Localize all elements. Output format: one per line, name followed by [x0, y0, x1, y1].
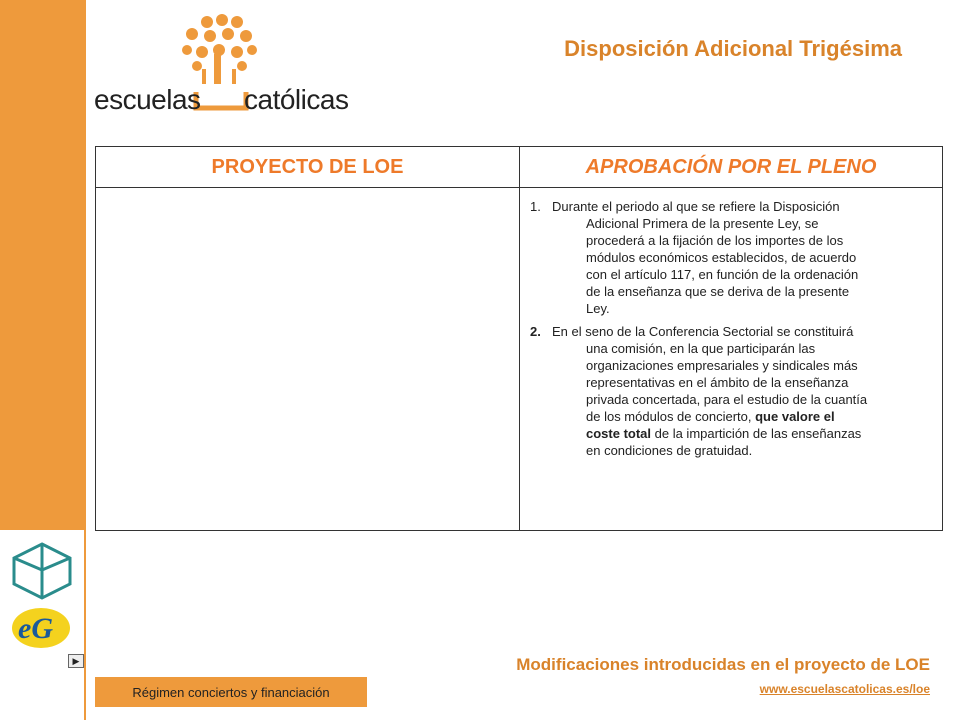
tree-base-icon	[192, 92, 252, 114]
escuelas-catolicas-logo	[92, 14, 352, 114]
column-header-aprobacion: APROBACIÓN POR EL PLENO	[520, 147, 943, 188]
play-button[interactable]	[68, 654, 84, 668]
website-link[interactable]: www.escuelascatolicas.es/loe	[759, 682, 930, 696]
svg-text:eG: eG	[18, 612, 53, 645]
side-rule	[84, 0, 86, 720]
side-accent-bar	[0, 0, 84, 530]
section-label: Régimen conciertos y financiación	[95, 677, 367, 707]
play-icon: ▶	[72, 655, 80, 666]
cell-proyecto	[96, 188, 520, 531]
column-header-proyecto: PROYECTO DE LOE	[96, 147, 520, 188]
cube-logo	[8, 540, 76, 600]
comparison-table	[95, 146, 943, 531]
tree-logo	[92, 14, 352, 84]
paragraph-2: 2. En el seno de la Conferencia Sectorial se constituirá una comisión, en la que participarán las organizaciones empresariales y sindicales más representativas en el ámbito de la enseñanza privada concertada, para el estudio de la cuantía de los módulos de concierto, que valore el coste total de la impartición de las enseñanzas en condiciones de gratuidad.	[530, 324, 868, 458]
paragraph-1: 1. Durante el periodo al que se refiere la Disposición Adicional Primera de la presente Ley, se procederá a la fijación de los importes de los módulos económicos establecidos, de acuerdo con el artículo 117, en función de la ordenación de la enseñanza que se deriva de la presente Ley.	[530, 199, 859, 316]
cell-aprobacion	[520, 188, 943, 531]
logo-word-catolicas: católicas	[244, 84, 349, 115]
page-title: Disposición Adicional Trigésima	[564, 36, 902, 61]
footer-title: Modificaciones introducidas en el proyecto de LOE	[516, 655, 930, 674]
eg-logo	[10, 604, 72, 650]
logo-word-escuelas: escuelas	[94, 84, 201, 115]
